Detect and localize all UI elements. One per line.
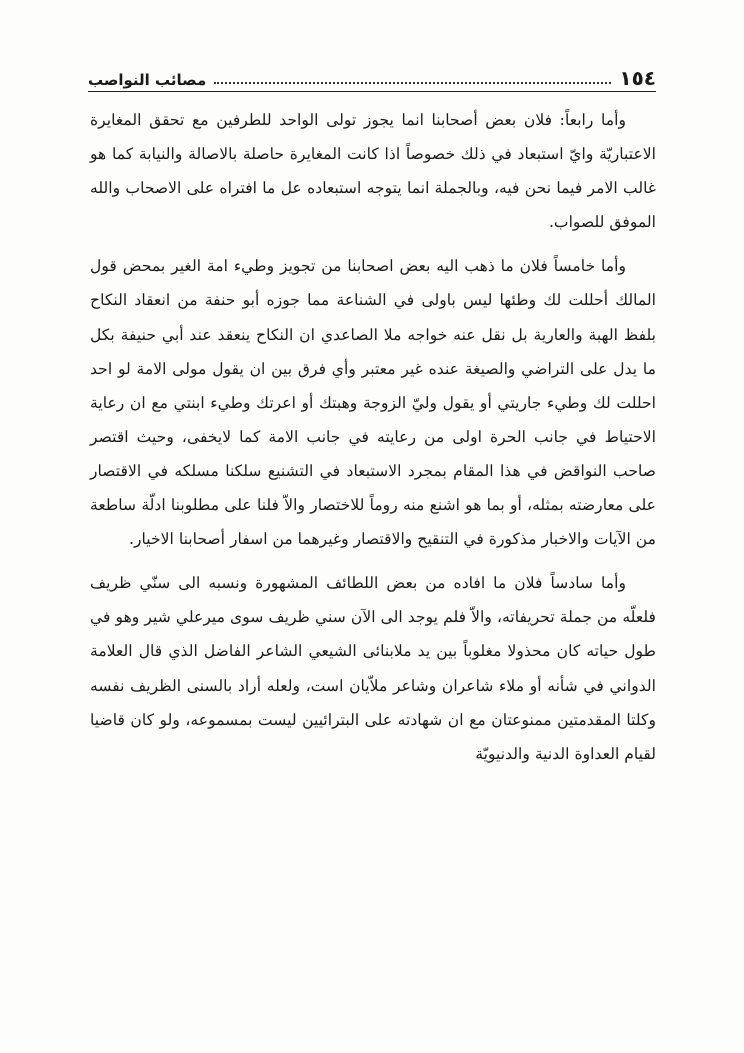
paragraph-fifth: وأما خامساً فلان ما ذهب اليه بعض اصحابنا من تجويز وطيء امة الغير بمحض قول المالك أحللت لك وطئها ليس باولى في الشناعة مما جوزه أبو حنفة من انعقاد النكاح بلفظ الهبة والعارية بل نقل عنه خواجه ملا الصاعدي ان النكاح ينعقد عند أبي حنيفة بكل ما يدل على التراضي والصيغة عنده غير معتبر وأي فرق بين ان يقول مولى الامة لو احد احللت لك وطيء جاريتي أو يقول وليّ الزوجة وهبتك أو اعرتك وطيء ابنتي مع ان رعاية الاحتياط في جانب الحرة اولى من رعايته في جانب الامة كما لايخفى، وحيث اقتصر صاحب النواقض في هذا المقام بمجرد الاستبعاد في التشنيع سلكنا مسلكه في الاقتصار على معارضته بمثله، أو بما هو اشنع منه روماً للاختصار والاّ فلنا على مطلوبنا ادلّة ساطعة من الآيات والاخبار مذكورة في التنقيح والاقتصار وغيرهما من اسفار أصحابنا الاخيار.	[90, 257, 656, 549]
header-dotted-leader	[214, 82, 611, 84]
page-header	[88, 62, 656, 92]
running-title: مصائب النواصب	[88, 71, 207, 89]
paragraph-fourth: وأما رابعاً: فلان بعض أصحابنا انما يجوز تولى الواحد للطرفين مع تحقق المغايرة الاعتباريّة وايّ استبعاد في ذلك خصوصاً اذا كانت المغايرة حاصلة بالاصالة والنيابة كما هو غالب الامر فيما نحن فيه، وبالجملة انما يتوجه استبعاده عل ما افتراه على الاصحاب والله الموفق للصواب.	[90, 111, 656, 232]
body-text	[90, 103, 656, 771]
paragraph-sixth: وأما سادساً فلان ما افاده من بعض اللطائف المشهورة ونسبه الى سنّي ظريف فلعلّه من جملة تحريفاته، والاّ فلم يوجد الى الآن سني ظريف سوى ميرعلي شير وهو في طول حياته كان محذولا مغلوباً بين يد ملابنائى الشيعي الشاعر الفاضل الذي قال العلامة الدواني في شأنه أو ملاء شاعران وشاعر ملاّيان است، ولعله أراد بالسنى الظريف نفسه وكلتا المقدمتين ممنوعتان مع ان شهادته على البترائيين ليست بمسموعه، ولو كان قاضيا لقيام العداوة الدنية والدنيويّة	[90, 574, 656, 763]
page-number: ١٥٤	[619, 66, 656, 90]
